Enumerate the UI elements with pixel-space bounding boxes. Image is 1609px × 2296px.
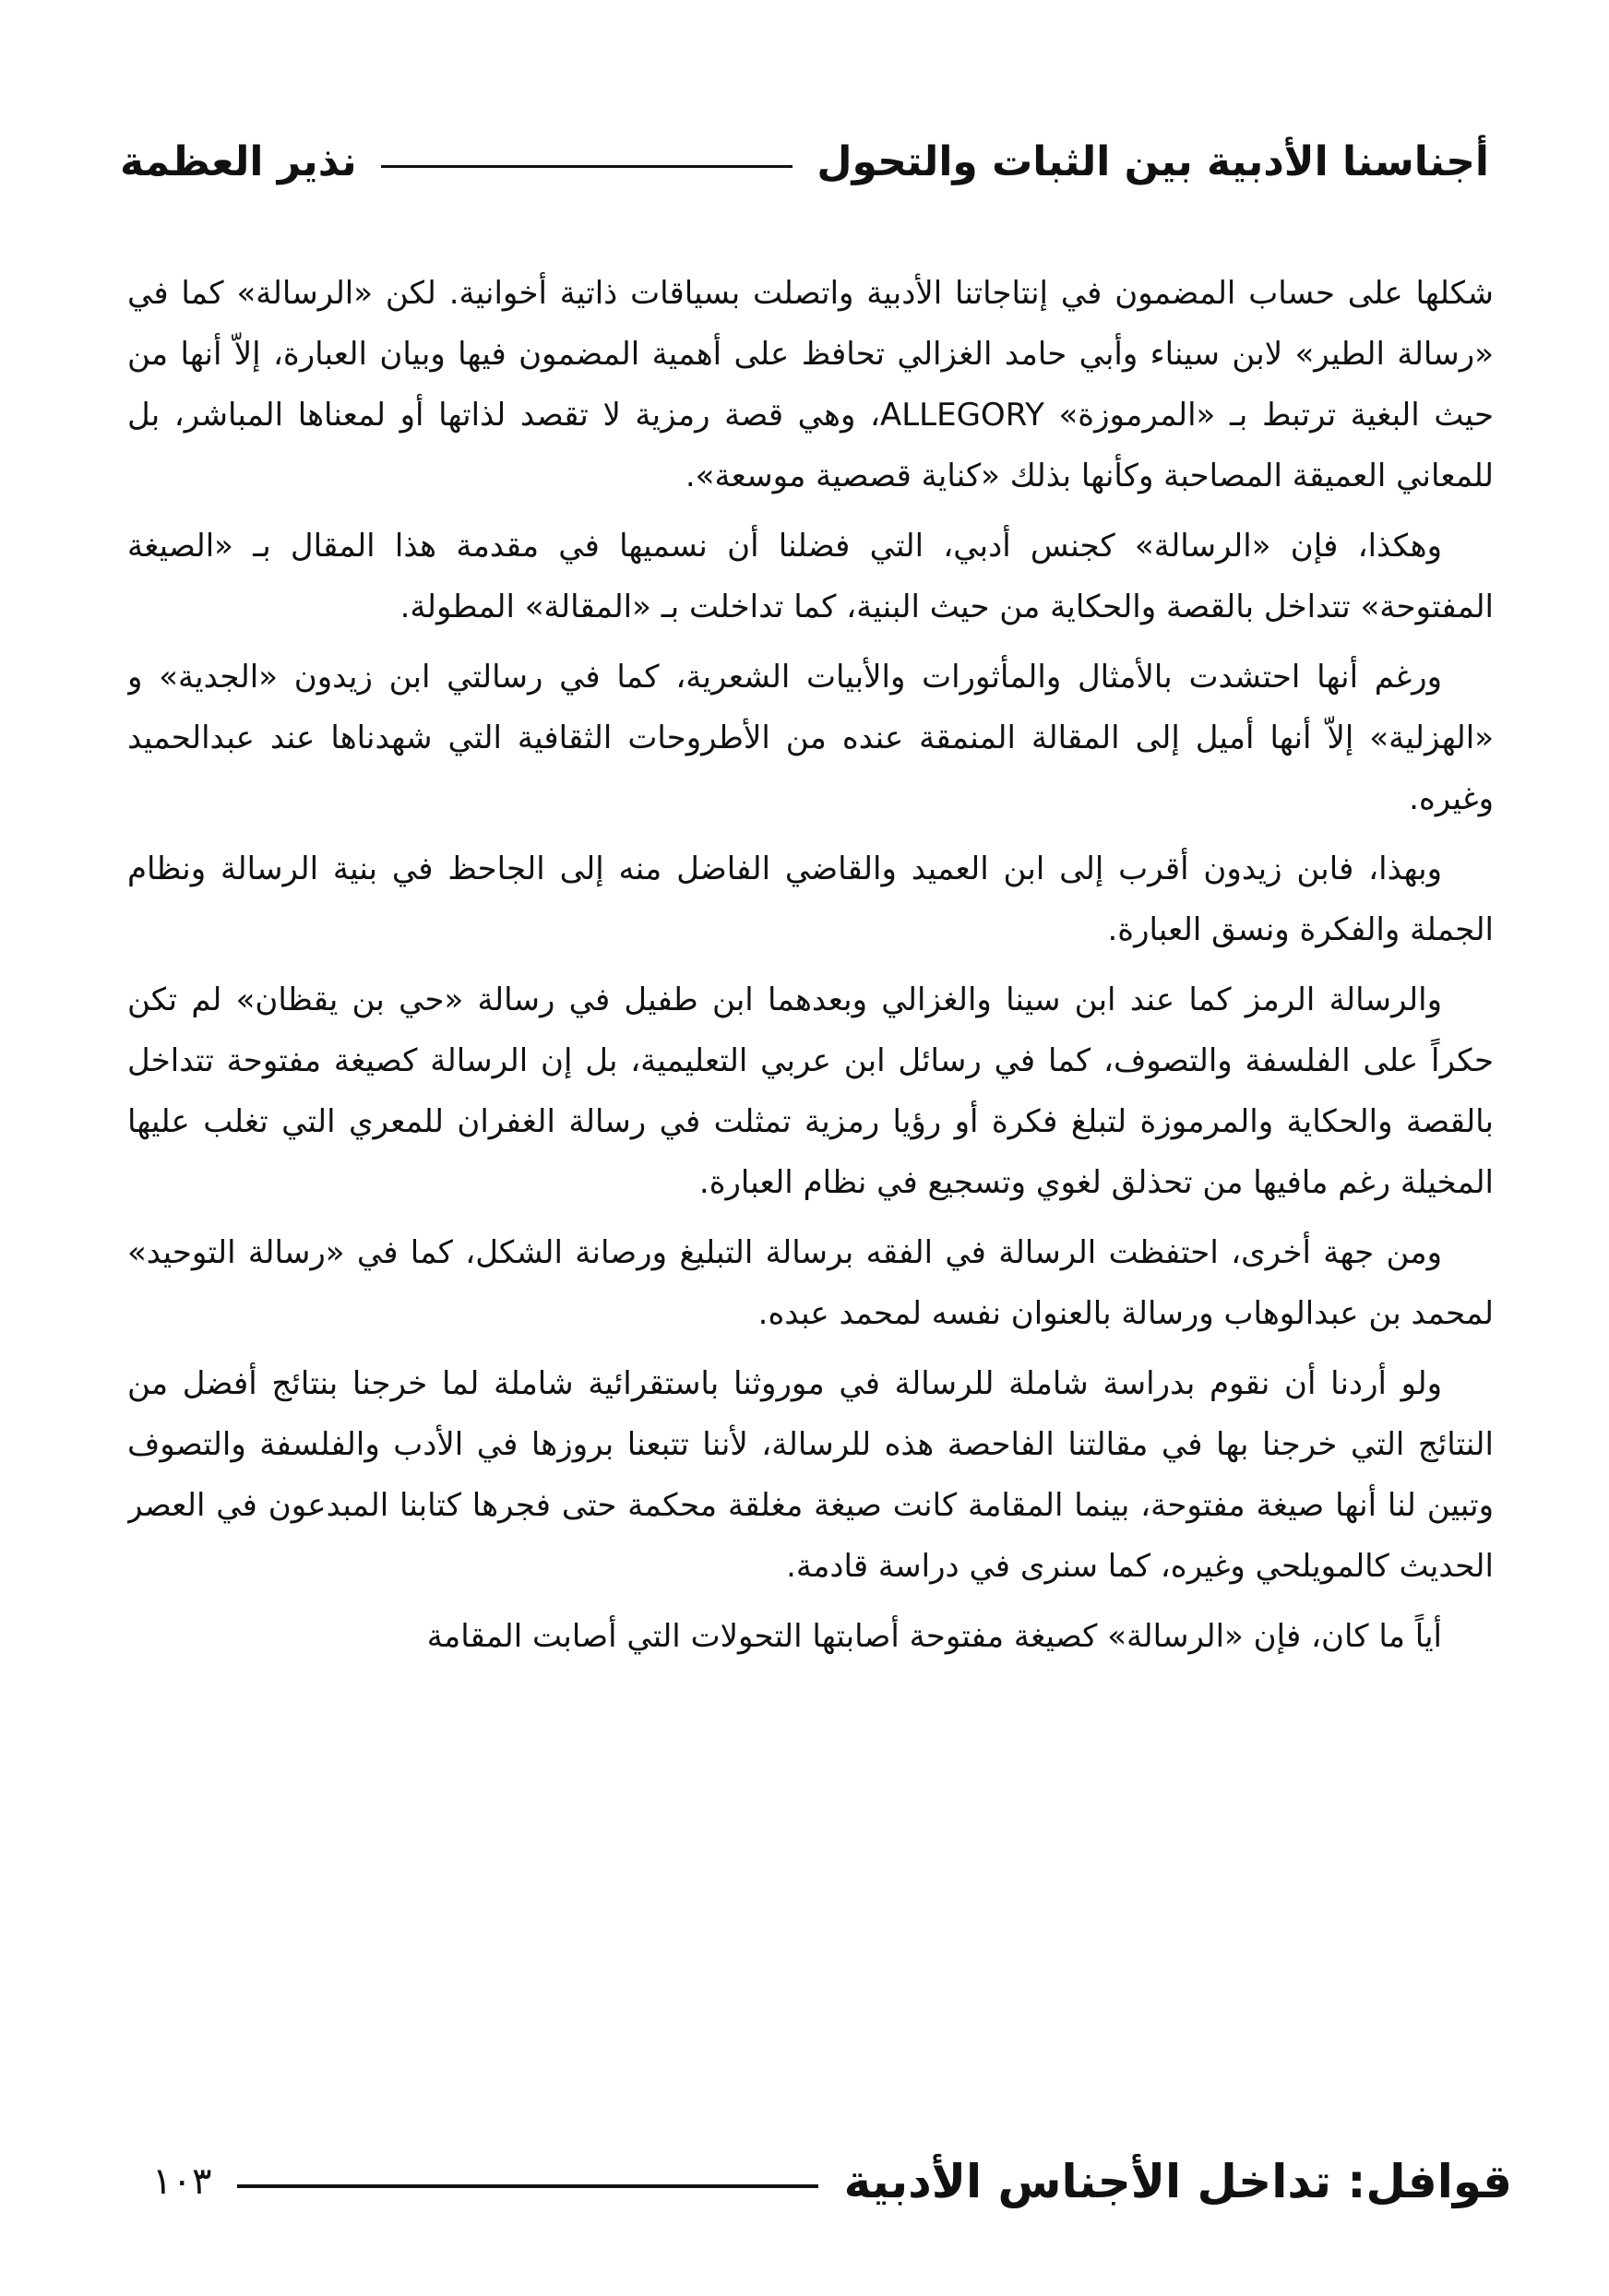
header-book-title: أجناسنا الأدبية بين الثبات والتحول [816, 137, 1489, 185]
paragraph-8: أياً ما كان، فإن «الرسالة» كصيغة مفتوحة أصابتها التحولات التي أصابت المقامة [426, 1618, 1442, 1655]
footer-title: قوافل: تداخل الأجناس الأدبية [843, 2155, 1512, 2208]
body-text [127, 263, 1494, 2071]
paragraph-5: والرسالة الرمز كما عند ابن سينا والغزالي وبعدهما ابن طفيل في رسالة «حي بن يقظان» لم تكن حكراً على الفلسفة والتصوف، كما في رسائل ابن عربي التعليمية، بل إن الرسالة كصيغة مفتوحة تتداخل بالقصة والحكاية والمرموزة لتبلغ فكرة أو رؤيا رمزية تمثلت في رسالة الغفران للمعري التي تغلب عليها المخيلة رغم مافيها من تحذلق لغوي وتسجيع في نظام العبارة. [127, 981, 1494, 1201]
paragraph-7: ولو أردنا أن نقوم بدراسة شاملة للرسالة في موروثنا باستقرائية شاملة لما خرجنا بنتائج أفضل من النتائج التي خرجنا بها في مقالتنا الفاحصة هذه للرسالة، لأننا تتبعنا بروزها في الأدب والفلسفة والتصوف وتبين لنا أنها صيغة مفتوحة، بينما المقامة كانت صيغة مغلقة محكمة حتى فجرها كتابنا المبدعون في العصر الحديث كالمويلحي وغيره، كما سنرى في دراسة قادمة. [127, 1365, 1494, 1585]
header-author: نذير العظمة [120, 137, 357, 185]
paragraph-4: وبهذا، فابن زيدون أقرب إلى ابن العميد والقاضي الفاضل منه إلى الجاحظ في بنية الرسالة ونظام الجملة والفكرة ونسق العبارة. [127, 851, 1494, 948]
page-number: ١٠٣ [152, 2160, 212, 2203]
paragraph-6: ومن جهة أخرى، احتفظت الرسالة في الفقه برسالة التبليغ ورصانة الشكل، كما في «رسالة التوحيد» لمحمد بن عبدالوهاب ورسالة بالعنوان نفسه لمحمد عبده. [127, 1234, 1494, 1332]
running-footer [152, 2145, 1512, 2219]
running-header [120, 129, 1489, 194]
footer-rule [237, 2184, 817, 2188]
paragraph-2: وهكذا، فإن «الرسالة» كجنس أدبي، التي فضلنا أن نسميها في مقدمة هذا المقال بـ «الصيغة المفتوحة» تتداخل بالقصة والحكاية من حيث البنية، كما تداخلت بـ «المقالة» المطولة. [127, 528, 1494, 625]
header-rule [381, 165, 793, 168]
paragraph-1: شكلها على حساب المضمون في إنتاجاتنا الأدبية واتصلت بسياقات ذاتية أخوانية. لكن «الرسالة» كما في «رسالة الطير» لابن سيناء وأبي حامد الغزالي تحافظ على أهمية المضمون فيها وبيان العبارة، إلاّ أنها من حيث البغية ترتبط بـ «المرموزة» ALLEGORY، وهي قصة رمزية لا تقصد لذاتها أو لمعناها المباشر، بل للمعاني العميقة المصاحبة وكأنها بذلك «كناية قصصية موسعة». [127, 275, 1494, 494]
paragraph-3: ورغم أنها احتشدت بالأمثال والمأثورات والأبيات الشعرية، كما في رسالتي ابن زيدون «الجدية» و «الهزلية» إلاّ أنها أميل إلى المقالة المنمقة عنده من الأطروحات الثقافية التي شهدناها عند عبدالحميد وغيره. [127, 659, 1494, 817]
